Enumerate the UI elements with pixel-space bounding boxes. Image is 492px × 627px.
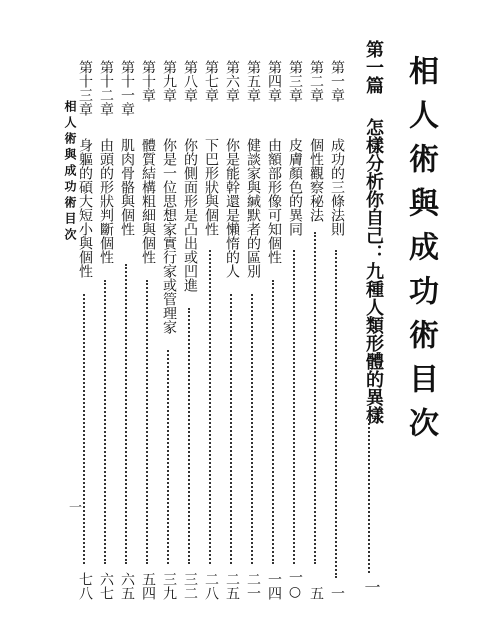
part-entry [360,40,384,595]
chapter-page: 三二 [182,572,198,600]
chapter-number: 第四章 [266,60,282,102]
chapter-number: 第九章 [161,60,177,102]
dot-leader [251,294,253,564]
chapter-entry [117,60,135,600]
chapter-entry [96,60,114,600]
chapter-number: 第三章 [287,60,303,102]
dot-leader [293,250,295,564]
chapter-title: 你是能幹還是懶惰的人 [224,138,240,278]
chapter-page: 一 [329,586,345,600]
dot-leader [335,250,337,578]
chapter-page: 五四 [140,572,156,600]
part-page: 一 [362,579,381,595]
chapter-title: 由頭的形狀判斷個性 [98,138,114,264]
chapter-title: 健談家與緘默者的區別 [245,138,261,278]
dot-leader [209,250,211,564]
chapter-entry [243,60,261,600]
chapter-entry [180,60,198,600]
chapter-title: 肌肉骨骼與個性 [119,138,135,236]
dot-leader [146,280,148,564]
chapter-page: 三九 [161,572,177,600]
dot-leader [230,294,232,564]
chapter-page: 二八 [203,572,219,600]
chapter-entry [159,60,177,600]
chapter-page: 二一 [245,572,261,600]
part-title: 怎樣分析你自己：九種人類形體的異樣 [363,118,384,424]
chapter-number: 第二章 [308,60,324,102]
dot-leader [314,232,316,564]
chapter-page: 一○ [287,570,303,600]
chapter-number: 第十二章 [98,60,114,116]
toc-title: 相人術與成功術目次 [403,55,438,451]
dot-leader [188,308,190,564]
dot-leader [368,410,370,573]
chapter-entry [285,60,303,600]
chapter-number: 第七章 [203,60,219,102]
dot-leader [125,264,127,564]
chapter-page: 七八 [77,572,93,600]
chapter-title: 由額部形像可知個性 [266,138,282,264]
dot-leader [272,280,274,564]
chapter-page: 六七 [98,572,114,600]
chapter-entry [306,60,324,600]
chapter-title: 體質結構粗細與個性 [140,138,156,264]
chapter-number: 第十三章 [77,60,93,116]
chapter-entry [222,60,240,600]
chapter-number: 第十章 [140,60,156,102]
chapter-number: 第十一章 [119,60,135,116]
chapter-number: 第六章 [224,60,240,102]
part-number: 第一篇 [363,40,384,94]
chapter-title: 成功的三條法則 [329,138,345,236]
dot-leader [83,294,85,564]
chapter-entry [327,60,345,600]
chapter-entry [201,60,219,600]
chapter-page: 五 [308,586,324,600]
dot-leader [167,350,169,564]
chapter-title: 皮膚顏色的異同 [287,138,303,236]
chapter-title: 你的側面形是凸出或凹進 [182,138,198,292]
chapter-number: 第八章 [182,60,198,102]
page-number: 一 [66,500,81,513]
chapter-entry [264,60,282,600]
chapter-title: 下巴形狀與個性 [203,138,219,236]
chapter-number: 第一章 [329,60,345,102]
chapter-page: 一四 [266,572,282,600]
chapter-title: 個性觀察秘法 [308,138,324,222]
chapter-title: 身軀的碩大短小與個性 [77,138,93,278]
chapter-entry [138,60,156,600]
chapter-title: 你是一位思想家實行家或管理家 [161,138,177,334]
chapter-page: 六五 [119,572,135,600]
chapter-page: 二五 [224,572,240,600]
dot-leader [104,280,106,564]
chapter-number: 第五章 [245,60,261,102]
running-head: 相人術與成功術目次 [63,100,77,244]
